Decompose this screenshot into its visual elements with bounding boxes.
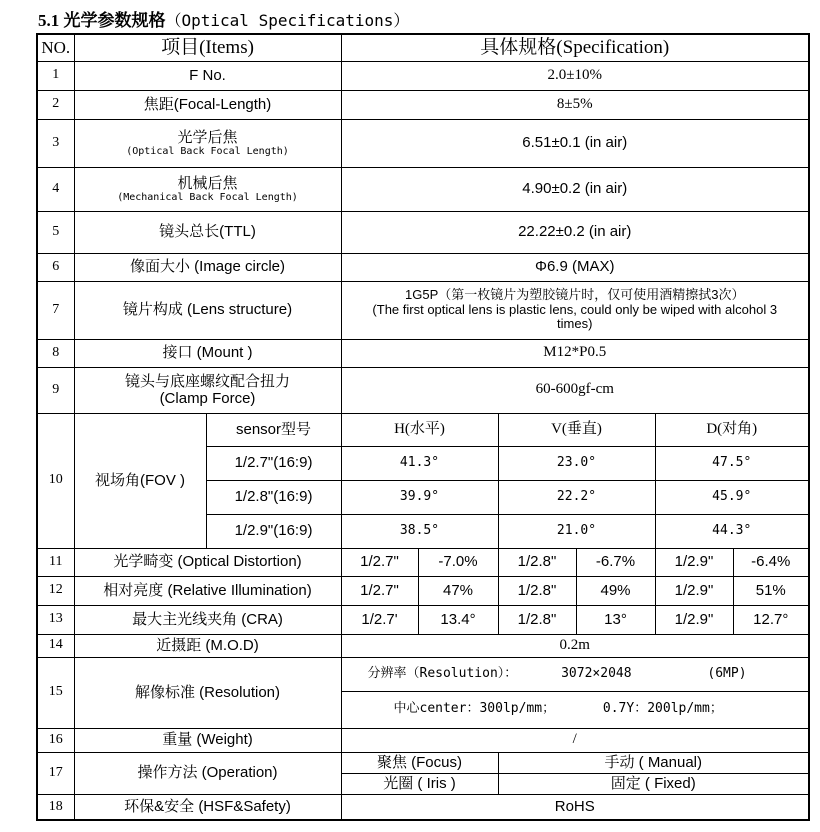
operation-focus-value: 手动 ( Manual) (498, 752, 809, 773)
header-spec: 具体规格(Specification) (341, 34, 809, 61)
row-no: 5 (37, 211, 74, 253)
item-label: 接口 (Mount ) (74, 339, 341, 367)
spec-value: 60-600gf-cm (341, 367, 809, 413)
item-label: 机械后焦 (177, 174, 238, 192)
fov-sensor: 1/2.8"(16:9) (206, 480, 341, 514)
item-label: 近摄距 (M.O.D) (74, 634, 341, 657)
table-row (37, 61, 809, 90)
sensor-size: 1/2.9" (655, 548, 733, 576)
fov-d-head: D(对角) (655, 413, 809, 446)
item-label: 焦距(Focal-Length) (74, 90, 341, 119)
header-no: NO. (37, 34, 74, 61)
fov-h: 41.3° (341, 446, 498, 480)
resolution-line (341, 691, 809, 728)
row-no: 11 (37, 548, 74, 576)
table-row (37, 548, 809, 576)
spec-value (341, 281, 809, 339)
section-title-en: （Optical Specifications） (165, 11, 410, 30)
table-row (37, 367, 809, 413)
fov-d: 45.9° (655, 480, 809, 514)
item-label: 解像标准 (Resolution) (74, 657, 341, 728)
sensor-value: 12.7° (733, 605, 809, 634)
item-cell (74, 367, 341, 413)
sensor-size: 1/2.9" (655, 605, 733, 634)
item-label: 环保&安全 (HSF&Safety) (74, 794, 341, 820)
sensor-value: 13° (576, 605, 655, 634)
item-label: 镜头与底座螺纹配合扭力 (124, 372, 290, 390)
spec-value: M12*P0.5 (341, 339, 809, 367)
row-no: 15 (37, 657, 74, 728)
spec-line: 1G5P（第一枚镜片为塑胶镜片时，仅可使用酒精擦拭3次） (405, 286, 745, 302)
resolution-value: 3072×2048 (561, 665, 632, 681)
spec-value: RoHS (341, 794, 809, 820)
row-no: 10 (37, 413, 74, 548)
table-row (37, 211, 809, 253)
fov-v: 22.2° (498, 480, 655, 514)
row-no: 16 (37, 728, 74, 752)
fov-h: 39.9° (341, 480, 498, 514)
item-cell (74, 167, 341, 211)
resolution-label: 分辨率（Resolution）： (367, 665, 518, 681)
sensor-size: 1/2.9" (655, 576, 733, 605)
row-no: 3 (37, 119, 74, 167)
sensor-size: 1/2.8" (498, 576, 576, 605)
table-row (37, 253, 809, 281)
row-no: 8 (37, 339, 74, 367)
spec-value: 22.22±0.2 (in air) (341, 211, 809, 253)
fov-sensor: 1/2.7"(16:9) (206, 446, 341, 480)
item-label: 镜头总长(TTL) (74, 211, 341, 253)
fov-header-row (37, 413, 809, 446)
row-no: 1 (37, 61, 74, 90)
table-row (37, 119, 809, 167)
table-row (37, 339, 809, 367)
item-sublabel: (Optical Back Focal Length) (126, 145, 289, 157)
row-no: 9 (37, 367, 74, 413)
sensor-value: -6.4% (733, 548, 809, 576)
sensor-value: -6.7% (576, 548, 655, 576)
table-row (37, 281, 809, 339)
item-label: 镜片构成 (Lens structure) (74, 281, 341, 339)
row-no: 2 (37, 90, 74, 119)
table-row (37, 167, 809, 211)
item-sublabel: (Mechanical Back Focal Length) (117, 191, 298, 203)
sensor-value: 13.4° (418, 605, 498, 634)
table-row (37, 576, 809, 605)
item-label: 相对亮度 (Relative Illumination) (74, 576, 341, 605)
header-row (37, 34, 809, 61)
operation-row (37, 752, 809, 773)
row-no: 7 (37, 281, 74, 339)
row-no: 17 (37, 752, 74, 794)
item-label: 光学畸变 (Optical Distortion) (74, 548, 341, 576)
header-item: 项目(Items) (74, 34, 341, 61)
row-no: 4 (37, 167, 74, 211)
resolution-07y: 0.7Y：200lp/mm； (602, 701, 723, 717)
spec-value: Φ6.9 (MAX) (341, 253, 809, 281)
item-sublabel: (Clamp Force) (159, 390, 256, 407)
sensor-size: 1/2.7" (341, 576, 418, 605)
spec-value: 0.2m (341, 634, 809, 657)
table-row (37, 605, 809, 634)
item-label: F No. (74, 61, 341, 90)
item-label: 光学后焦 (177, 128, 238, 146)
resolution-mp: (6MP) (707, 665, 747, 681)
table-row (37, 90, 809, 119)
fov-d: 47.5° (655, 446, 809, 480)
spec-value: 8±5% (341, 90, 809, 119)
sensor-value: 49% (576, 576, 655, 605)
table-row (37, 634, 809, 657)
fov-v: 21.0° (498, 514, 655, 548)
row-no: 18 (37, 794, 74, 820)
resolution-line (341, 657, 809, 691)
row-no: 13 (37, 605, 74, 634)
row-no: 6 (37, 253, 74, 281)
item-cell (74, 119, 341, 167)
section-title (38, 6, 409, 31)
fov-v: 23.0° (498, 446, 655, 480)
fov-sensor: 1/2.9"(16:9) (206, 514, 341, 548)
spec-line: (The first optical lens is plastic lens, could only be wiped with alcohol 3 times) (372, 301, 778, 332)
optical-spec-table (36, 33, 810, 821)
item-label: 像面大小 (Image circle) (74, 253, 341, 281)
operation-iris: 光圈 ( Iris ) (341, 773, 498, 794)
fov-v-head: V(垂直) (498, 413, 655, 446)
spec-value: 4.90±0.2 (in air) (341, 167, 809, 211)
resolution-center: 中心center：300lp/mm； (393, 701, 556, 717)
table-row (37, 794, 809, 820)
operation-focus: 聚焦 (Focus) (341, 752, 498, 773)
spec-value: 6.51±0.1 (in air) (341, 119, 809, 167)
item-label: 操作方法 (Operation) (74, 752, 341, 794)
item-label: 重量 (Weight) (74, 728, 341, 752)
sensor-size: 1/2.8" (498, 548, 576, 576)
fov-h: 38.5° (341, 514, 498, 548)
table-row (37, 728, 809, 752)
resolution-row (37, 657, 809, 691)
item-label: 视场角(FOV ) (74, 413, 206, 548)
operation-iris-value: 固定 ( Fixed) (498, 773, 809, 794)
fov-d: 44.3° (655, 514, 809, 548)
sensor-value: -7.0% (418, 548, 498, 576)
section-title-text: 5.1 光学参数规格 (38, 11, 166, 30)
row-no: 12 (37, 576, 74, 605)
sensor-size: 1/2.8" (498, 605, 576, 634)
sensor-value: 47% (418, 576, 498, 605)
sensor-size: 1/2.7' (341, 605, 418, 634)
item-label: 最大主光线夹角 (CRA) (74, 605, 341, 634)
spec-value: / (341, 728, 809, 752)
spec-value: 2.0±10% (341, 61, 809, 90)
sensor-size: 1/2.7" (341, 548, 418, 576)
sensor-value: 51% (733, 576, 809, 605)
row-no: 14 (37, 634, 74, 657)
fov-sensor-head: sensor型号 (206, 413, 341, 446)
fov-h-head: H(水平) (341, 413, 498, 446)
